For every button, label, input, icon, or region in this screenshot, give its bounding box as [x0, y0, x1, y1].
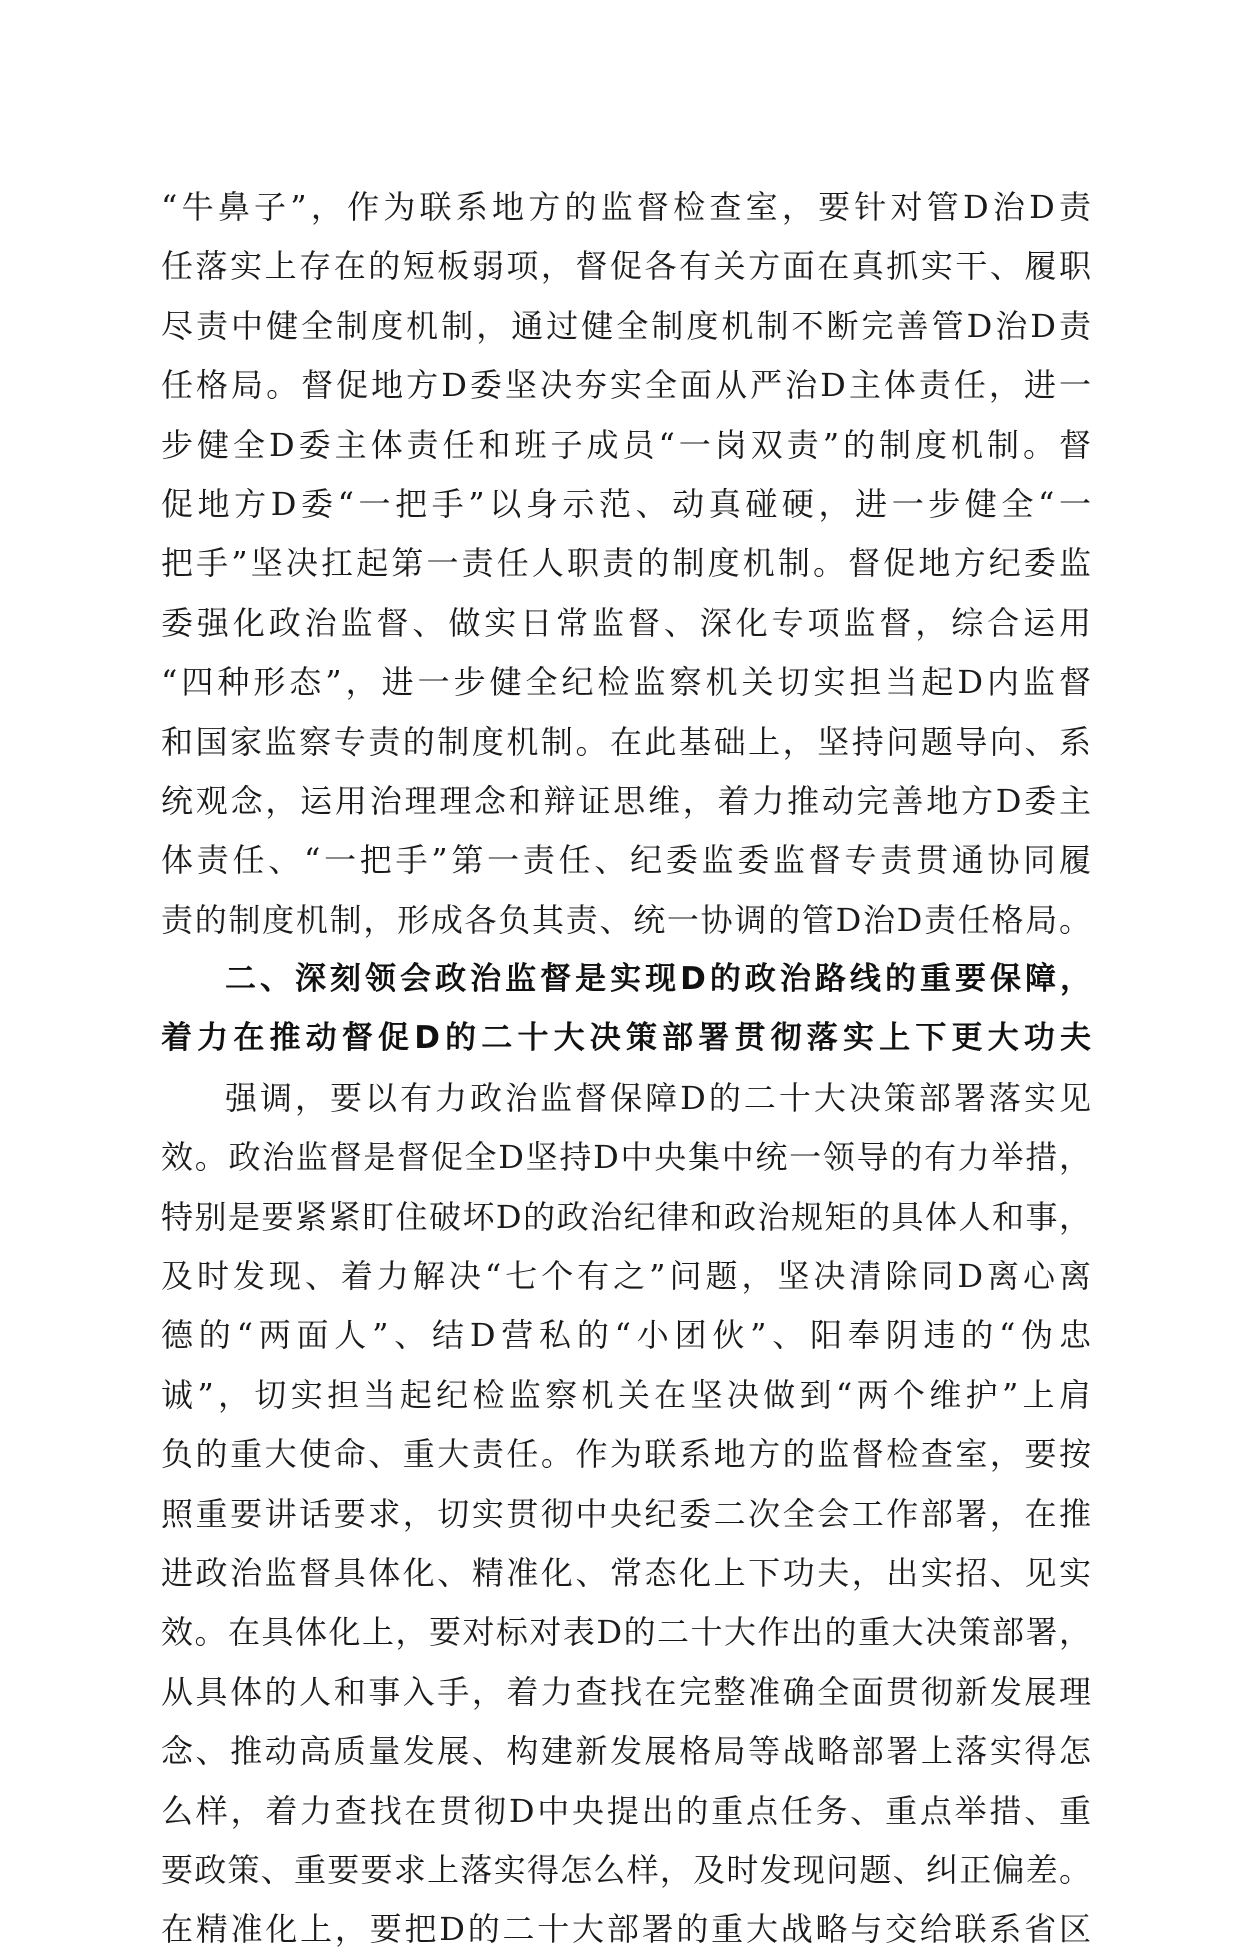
document-body: [161, 178, 1091, 1960]
body-text-line: 责的制度机制，形成各负其责、统一协调的管D治D责任格局。: [161, 900, 1091, 939]
body-text-line: 尽责中健全制度机制，通过健全制度机制不断完善管D治D责: [161, 306, 1091, 345]
body-text-line: “四种形态”，进一步健全纪检监察机关切实担当起D内监督: [161, 663, 1091, 702]
body-text-line: 负的重大使命、重大责任。作为联系地方的监督检查室，要按: [161, 1435, 1091, 1474]
body-text-line: 任格局。督促地方D委坚决夯实全面从严治D主体责任，进一: [161, 366, 1091, 405]
body-text-line: 委强化政治监督、做实日常监督、深化专项监督，综合运用: [161, 603, 1091, 642]
body-text-line: 在精准化上，要把D的二十大部署的重大战略与交给联系省区: [161, 1910, 1091, 1949]
body-text-line: 把手”坚决扛起第一责任人职责的制度机制。督促地方纪委监: [161, 544, 1091, 583]
section-heading-line: 着力在推动督促D的二十大决策部署贯彻落实上下更大功夫: [161, 1020, 1091, 1057]
body-text-line: 体责任、“一把手”第一责任、纪委监委监督专责贯通协同履: [161, 841, 1091, 880]
body-text-line: 特别是要紧紧盯住破坏D的政治纪律和政治规矩的具体人和事，: [161, 1197, 1091, 1236]
body-text-line: 统观念，运用治理理念和辩证思维，着力推动完善地方D委主: [161, 781, 1091, 820]
body-text-line: 从具体的人和事入手，着力查找在完整准确全面贯彻新发展理: [161, 1672, 1091, 1711]
body-text-line: 效。政治监督是督促全D坚持D中央集中统一领导的有力举措，: [161, 1138, 1091, 1177]
body-text-line: “牛鼻子”，作为联系地方的监督检查室，要针对管D治D责: [161, 188, 1091, 226]
section-heading-line: 二、深刻领会政治监督是实现D的政治路线的重要保障，: [225, 961, 1091, 998]
body-text-line: 诚”，切实担当起纪检监察机关在坚决做到“两个维护”上肩: [161, 1375, 1091, 1414]
body-text-line: 念、推动高质量发展、构建新发展格局等战略部署上落实得怎: [161, 1732, 1091, 1771]
body-text-line: 强调，要以有力政治监督保障D的二十大决策部署落实见: [225, 1078, 1091, 1117]
body-text-line: 进政治监督具体化、精准化、常态化上下功夫，出实招、见实: [161, 1553, 1091, 1592]
body-text-line: 么样，着力查找在贯彻D中央提出的重点任务、重点举措、重: [161, 1791, 1091, 1830]
body-text-line: 德的“两面人”、结D营私的“小团伙”、阳奉阴违的“伪忠: [161, 1316, 1091, 1355]
body-text-line: 效。在具体化上，要对标对表D的二十大作出的重大决策部署，: [161, 1613, 1091, 1652]
body-text-line: 及时发现、着力解决“七个有之”问题，坚决清除同D离心离: [161, 1257, 1091, 1296]
body-text-line: 照重要讲话要求，切实贯彻中央纪委二次全会工作部署，在推: [161, 1494, 1091, 1533]
body-text-line: 和国家监察专责的制度机制。在此基础上，坚持问题导向、系: [161, 722, 1091, 761]
body-text-line: 要政策、重要要求上落实得怎么样，及时发现问题、纠正偏差。: [161, 1850, 1091, 1889]
body-text-line: 步健全D委主体责任和班子成员“一岗双责”的制度机制。督: [161, 425, 1091, 464]
body-text-line: 任落实上存在的短板弱项，督促各有关方面在真抓实干、履职: [161, 247, 1091, 286]
body-text-line: 促地方D委“一把手”以身示范、动真碰硬，进一步健全“一: [161, 484, 1091, 523]
